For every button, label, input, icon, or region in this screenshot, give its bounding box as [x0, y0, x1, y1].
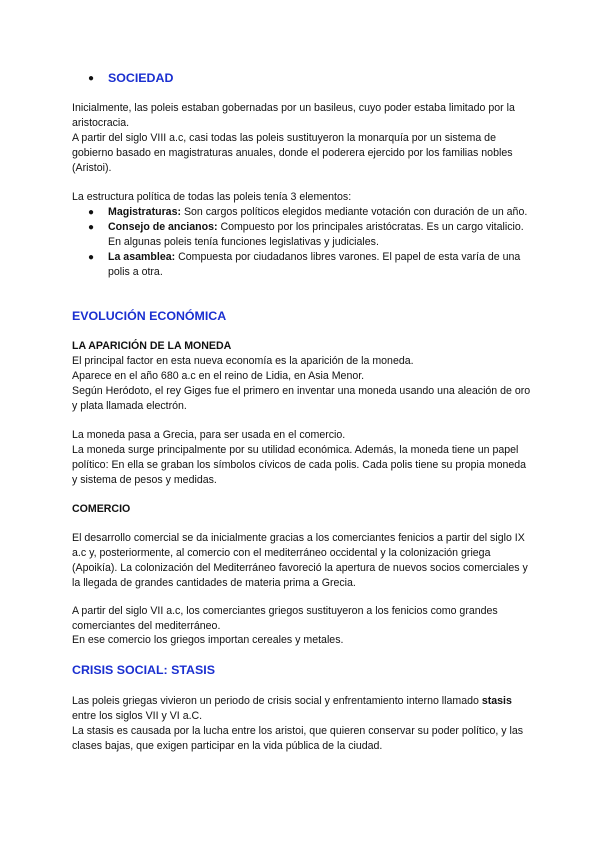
- list-item-text: Son cargos políticos elegidos mediante votación con duración de un año.: [181, 206, 528, 218]
- bullet-icon: ●: [88, 73, 95, 84]
- sociedad-elements-list: [72, 205, 534, 280]
- moneda-line-4: La moneda pasa a Grecia, para ser usada en el comercio.: [72, 429, 346, 441]
- list-item: [72, 205, 534, 220]
- list-item: [72, 220, 534, 250]
- crisis-term-stasis: stasis: [481, 695, 512, 707]
- sociedad-paragraph-1: Inicialmente, las poleis estaban gobernadas por un basileus, cuyo poder estaba limitado por la aristocracia.: [72, 102, 515, 129]
- sociedad-heading: [72, 71, 534, 87]
- list-item-text: Compuesto por los principales aristócratas. Es un cargo vitalicio. En algunas poleis tenía funciones legislativas y judiciales.: [108, 221, 524, 248]
- list-item-text: Compuesta por ciudadanos libres varones. El papel de esta varía de una polis a otra.: [108, 251, 521, 278]
- bullet-icon: ●: [88, 222, 95, 233]
- crisis-paragraph-1: [72, 694, 534, 724]
- section-title-evolucion: EVOLUCIÓN ECONÓMICA: [72, 309, 227, 323]
- section-title-crisis: CRISIS SOCIAL: STASIS: [72, 663, 215, 677]
- list-item-term: Consejo de ancianos:: [108, 221, 218, 233]
- crisis-text-a: Las poleis griegas vivieron un periodo de crisis social y enfrentamiento interno llamado: [72, 695, 482, 707]
- list-item-term: Magistraturas:: [108, 206, 181, 218]
- crisis-paragraph-2: La stasis es causada por la lucha entre los aristoi, que quieren conservar su poder político, y las clases bajas, que exigen participar en la vida pública de la ciudad.: [72, 725, 524, 752]
- list-item: [72, 250, 534, 280]
- moneda-line-2: Aparece en el año 680 a.c en el reino de Lidia, en Asia Menor.: [72, 370, 365, 382]
- list-item-term: La asamblea:: [108, 251, 176, 263]
- bullet-icon: ●: [88, 207, 95, 218]
- sociedad-paragraph-2: A partir del siglo VIII a.c, casi todas las poleis sustituyeron la monarquía por un sistema de gobierno basado en magistraturas anuales, donde el poderera ejercido por los familias nobles (Aristoi).: [72, 132, 513, 174]
- crisis-text-c: entre los siglos VII y VI a.C.: [72, 710, 203, 722]
- subheading-comercio: COMERCIO: [72, 503, 131, 515]
- bullet-icon: ●: [88, 252, 95, 263]
- subheading-moneda: LA APARICIÓN DE LA MONEDA: [72, 340, 232, 352]
- moneda-line-3: Según Heródoto, el rey Giges fue el primero en inventar una moneda usando una aleación de oro y plata llamada electrón.: [72, 385, 531, 412]
- comercio-paragraph-3: En ese comercio los griegos importan cereales y metales.: [72, 634, 344, 646]
- moneda-line-1: El principal factor en esta nueva economía es la aparición de la moneda.: [72, 355, 414, 367]
- comercio-paragraph-2: A partir del siglo VII a.c, los comerciantes griegos sustituyeron a los fenicios como grandes comerciantes del mediterráneo.: [72, 605, 498, 632]
- comercio-paragraph-1: El desarrollo comercial se da inicialmente gracias a los comerciantes fenicios a partir del siglo IX a.c y, posteriormente, al comercio con el mediterráneo occidental y la colonización griega (Apoikía). La colonización del Mediterráneo favoreció la apertura de nuevos socios comerciales y la llegada de grandes cantidades de materia prima a Grecia.: [72, 532, 528, 589]
- moneda-line-5: La moneda surge principalmente por su utilidad económica. Además, la moneda tiene un papel político: En ella se graban los símbolos cívicos de cada polis. Cada polis tiene su propia moneda y sistema de pesos y medidas.: [72, 444, 527, 486]
- section-title-sociedad: SOCIEDAD: [108, 71, 174, 85]
- sociedad-paragraph-3: La estructura política de todas las poleis tenía 3 elementos:: [72, 191, 352, 203]
